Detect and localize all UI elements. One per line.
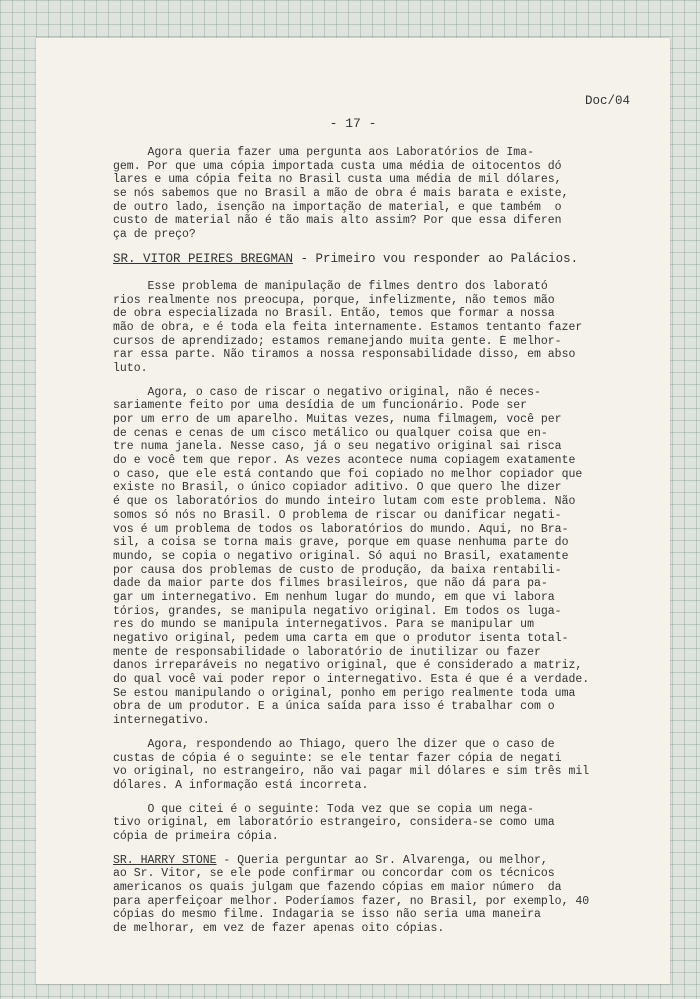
text-line: Se estou manipulando o original, ponho em perigo realmente toda uma	[113, 686, 576, 700]
text-line: Agora, respondendo ao Thiago, quero lhe dizer que o caso de	[113, 737, 555, 751]
text-line: rios realmente nos preocupa, porque, infelizmente, não temos mão	[113, 293, 555, 307]
text-line: vo original, no estrangeiro, não vai pagar mil dólares e sim três mil	[113, 765, 590, 779]
text-line: tórios, grandes, se manipula negativo original. Em todos os luga-	[113, 604, 562, 618]
text-line: sariamente feito por uma desídia de um funcionário. Pode ser	[113, 399, 528, 413]
text-line: se nós sabemos que no Brasil a mão de obra é mais barata e existe,	[113, 187, 569, 201]
text-line: tre numa janela. Nesse caso, já o seu negativo original sai risca	[113, 440, 562, 454]
paragraph-answer-2	[113, 386, 635, 728]
text-line: dade da maior parte dos filmes brasileiros, que não dá para pa-	[113, 577, 548, 591]
text-line: luto.	[113, 361, 148, 375]
text-line: internegativo.	[113, 714, 210, 728]
speaker-text-vitor: - Primeiro vou responder ao Palácios.	[293, 251, 579, 266]
speaker-text-harry: - Queria perguntar ao Sr. Alvarenga, ou melhor,	[216, 853, 548, 867]
text-line: ça de preço?	[113, 228, 196, 242]
text-line: cópia de primeira cópia.	[113, 829, 279, 843]
text-line: O que citei é o seguinte: Toda vez que se copia um nega-	[113, 802, 534, 816]
text-line: ao Sr. Vitor, se ele pode confirmar ou concordar com os técnicos	[113, 867, 555, 881]
text-line: mente de responsabilidade o laboratório de inutilizar ou fazer	[113, 645, 541, 659]
text-line: de outro lado, isenção na importação de material, e que também o	[113, 200, 562, 214]
text-line: dólares. A informação está incorreta.	[113, 778, 369, 792]
text-line: de obra especializada no Brasil. Então, temos que formar a nossa	[113, 307, 555, 321]
text-line: de cenas e cenas de um cisco metálico ou qualquer coisa que en-	[113, 426, 548, 440]
text-line: Esse problema de manipulação de filmes dentro dos laborató	[113, 279, 548, 293]
text-line: lares e uma cópia feita no Brasil custa uma média de mil dólares,	[113, 173, 562, 187]
text-line: americanos os quais julgam que fazendo cópias em maior número da	[113, 881, 562, 894]
speaker-name-vitor: SR. VITOR PEIRES BREGMAN	[113, 251, 294, 266]
text-line: res do mundo se manipula internegativos. Para se manipular um	[113, 618, 534, 632]
text-line: o caso, que ele está contando que foi copiado no melhor copiador que	[113, 467, 583, 481]
paragraph-question-1	[113, 146, 635, 242]
text-line: para aperfeiçoar melhor. Poderíamos fazer, no Brasil, por exemplo, 40	[113, 894, 590, 908]
text-line: gem. Por que uma cópia importada custa uma média de oitocentos dó	[113, 159, 562, 173]
text-line: custo de material não é tão mais alto assim? Por que essa diferen	[113, 214, 562, 228]
text-line: gar um internegativo. Em nenhum lugar do mundo, em que vi labora	[113, 590, 555, 604]
text-line: existe no Brasil, o único copiador aditivo. O que quero lhe dizer	[113, 481, 562, 495]
text-line: vos é um problema de todos os laboratórios do mundo. Aqui, no Bra-	[113, 522, 569, 536]
doc-reference: Doc/04	[584, 94, 630, 108]
text-line: sil, a coisa se torna mais grave, porque em quase nenhuma parte do	[113, 536, 569, 550]
text-line: danos irreparáveis no negativo original, que é considerado a matriz,	[113, 659, 583, 673]
speaker-line-harry	[113, 854, 635, 868]
text-line: cópias do mesmo filme. Indagaria se isso não seria uma maneira	[113, 908, 541, 922]
text-line: é que os laboratórios do mundo inteiro lutam com este problema. Não	[113, 495, 576, 509]
page-number: - 17 -	[329, 116, 377, 131]
paragraph-question-2-body	[113, 867, 635, 935]
text-line: custas de cópia é o seguinte: se ele tentar fazer cópia de negati	[113, 751, 562, 765]
speaker-line-vitor	[113, 252, 635, 266]
text-line: rar essa parte. Não tiramos a nossa responsabilidade disso, em abso	[113, 348, 576, 362]
speaker-name-harry: SR. HARRY STONE	[113, 853, 217, 867]
text-line: negativo original, pedem uma carta em que o produtor isenta total-	[113, 632, 569, 645]
paragraph-answer-4	[113, 803, 635, 844]
paragraph-answer-1	[113, 280, 635, 376]
text-line: cursos de aprendizado; estamos remanejando muita gente. É melhor-	[113, 334, 562, 348]
text-line: tivo original, em laboratório estrangeiro, considera-se como uma	[113, 816, 555, 830]
text-line: Agora queria fazer uma pergunta aos Laboratórios de Ima-	[113, 146, 534, 159]
text-line: mundo, se copia o negativo original. Só aqui no Brasil, exatamente	[113, 549, 569, 563]
paragraph-question-2	[113, 854, 635, 868]
text-line: Agora, o caso de riscar o negativo original, não é neces-	[113, 385, 541, 399]
text-line: por causa dos problemas de custo de produção, da baixa rentabili-	[113, 563, 562, 577]
text-line: mão de obra, e é toda ela feita internamente. Estamos tentanto fazer	[113, 320, 583, 334]
text-line: somos só nós no Brasil. O problema de riscar ou danificar negati-	[113, 508, 562, 522]
transcript-body	[113, 146, 635, 946]
document-page	[36, 38, 670, 984]
text-line: de melhorar, em vez de fazer apenas oito cópias.	[113, 922, 445, 936]
text-line: do e você tem que repor. Às vezes acontece numa copiagem exatamente	[113, 454, 576, 468]
text-line: por um erro de um aparelho. Muitas vezes, numa filmagem, você per	[113, 413, 562, 426]
text-line: obra de um produtor. E a única saída para isso é trabalhar com o	[113, 700, 555, 714]
text-line: do qual você vai poder repor o internegativo. Esta é que é a verdade.	[113, 673, 590, 687]
paragraph-answer-3	[113, 738, 635, 793]
